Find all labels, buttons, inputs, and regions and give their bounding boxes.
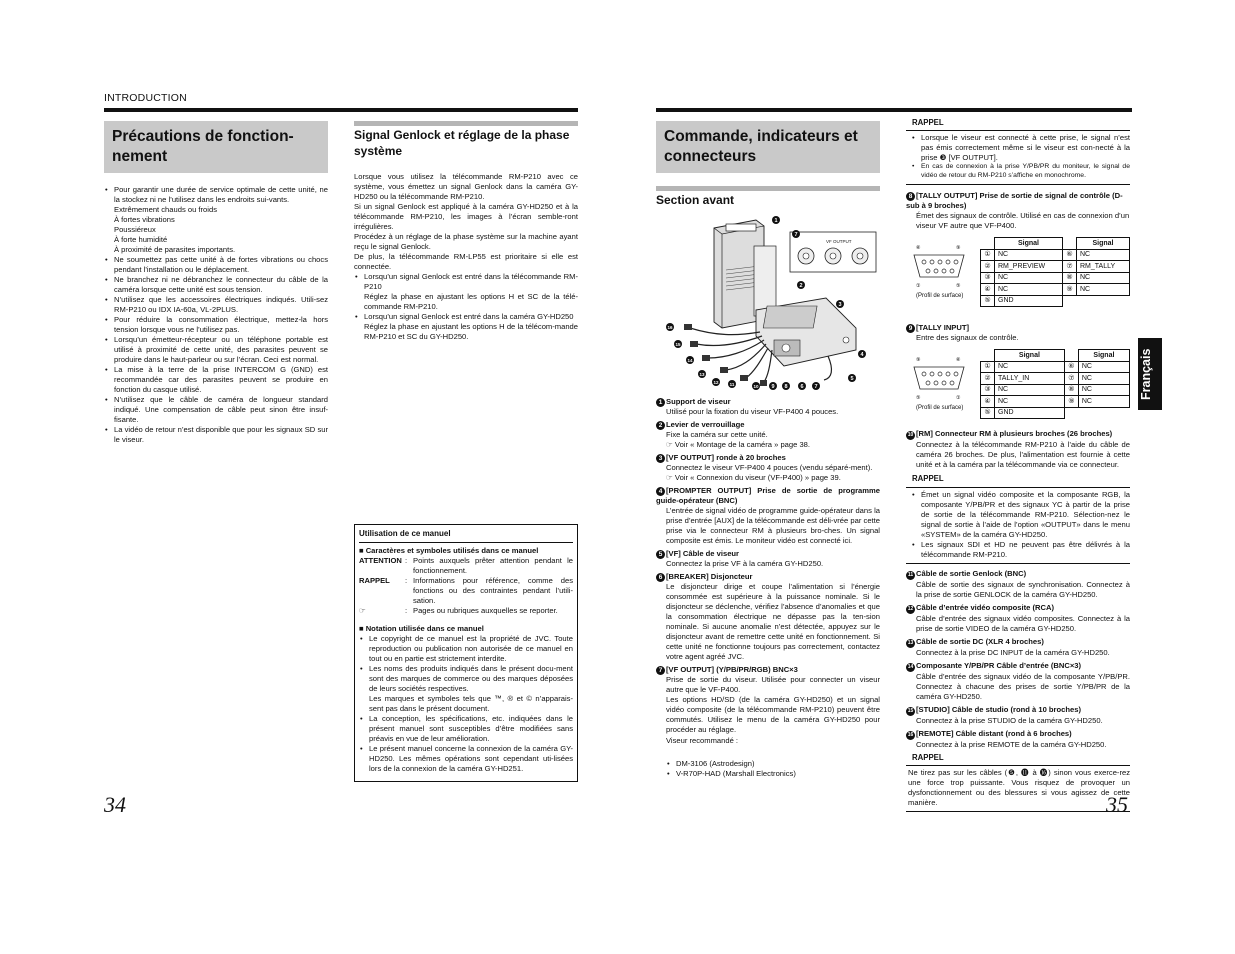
- item-body: Prise de sortie du viseur. Utilisée pour connecter un viseur autre que le VF-P400. Les options HD/SD (de la caméra GY-HD250) et un signal vidéo composite (de la télécommande RM-P210) peuvent être commutés. Utilisez le menu de la caméra GY-HD250 pour procéder au réglage. Viseur recommandé :: [666, 675, 880, 745]
- place-item: Extrêmement chauds ou froids: [114, 205, 217, 215]
- empty-cell: [1062, 295, 1076, 307]
- page-number-right: 35: [1106, 792, 1128, 817]
- pin-number: ⑤: [981, 295, 995, 307]
- pin-signal: TALLY_IN: [995, 373, 1065, 385]
- definition-row: [359, 556, 573, 576]
- table-row: [981, 361, 1130, 373]
- section-label: INTRODUCTION: [104, 92, 187, 104]
- bullet-main: Lorsqu’un signal Genlock est entré dans la caméra GY-HD250: [364, 312, 574, 322]
- rappel-3-head: RAPPEL: [912, 752, 944, 762]
- list-item: • Le copyright de ce manuel est la propriété de JVC. Toute reproduction ou publication non autorisée de ce manuel en tout ou en partie est strictement interdite.: [359, 634, 573, 664]
- precaution-text: N’utilisez que les accessoires électriques indiqués. Utili-sez RM-P210 ou IDX IA-60a, VL-2PLUS.: [114, 295, 328, 315]
- rappel-1-head: RAPPEL: [912, 118, 944, 127]
- pin-number: ③: [981, 272, 995, 284]
- item-entry: [656, 453, 880, 483]
- table-row: [981, 373, 1130, 385]
- number-8-icon: 8: [906, 192, 915, 201]
- item-title: [656, 420, 880, 430]
- item-body: Connectez à la prise DC INPUT de la caméra GY-HD250.: [916, 647, 1110, 657]
- precaution-text: Pour garantir une durée de service optimale de cette unité, ne la stockez ni ne l’utilisez dans les endroits sui-vants.: [114, 185, 328, 205]
- page-number-left: 34: [104, 792, 126, 817]
- svg-text:6: 6: [800, 384, 804, 390]
- header-rule-right: [656, 108, 1132, 112]
- pin-signal: NC: [1078, 396, 1129, 408]
- table-header: Signal: [1078, 350, 1129, 362]
- rappel-rule: [906, 765, 1130, 766]
- pin-number: ⑦: [1064, 373, 1078, 385]
- svg-text:⑨: ⑨: [956, 245, 961, 252]
- place-item: À proximité de parasites importants.: [114, 245, 236, 255]
- list-item: [104, 295, 328, 315]
- pin-signal: NC: [995, 284, 1063, 296]
- connector-caption: (Profil de surface): [916, 293, 964, 300]
- pin-signal: RM_PREVIEW: [995, 261, 1063, 273]
- precaution-text: La mise à la terre de la prise INTERCOM G (GND) est recommandée car des parasites peuvent se produire en fonction du casque utilisé.: [114, 365, 328, 395]
- item-body: Utilisé pour la fixation du viseur VF-P400 4 pouces.: [666, 407, 839, 417]
- genlock-para-4: De plus, la télécommande RM-LP55 est prioritaire si elle est connectée.: [354, 252, 578, 272]
- pin-number: ④: [981, 284, 995, 296]
- pin-number: ⑦: [1062, 261, 1076, 273]
- pin-signal: NC: [1076, 284, 1129, 296]
- list-item: • V-R70P-HAD (Marshall Electronics): [666, 769, 880, 779]
- manual-sub1: [359, 546, 573, 556]
- item-title-text: [VF OUTPUT] (Y/PB/PR/RGB) BNC×3: [666, 665, 798, 675]
- item-10-title: 10 [RM] Connecteur RM à plusieurs broches (26 broches): [907, 429, 1113, 439]
- svg-text:4: 4: [860, 352, 864, 358]
- item-body: Connectez le viseur VF-P400 4 pouces (vendu séparé-ment). ☞ Voir « Connexion du viseur (VF-P400) » page 39.: [666, 463, 873, 483]
- svg-text:①: ①: [956, 395, 961, 402]
- pin-signal: NC: [1076, 272, 1129, 284]
- item-entry: [906, 729, 1130, 750]
- items-right: [906, 569, 1130, 750]
- bullet-main: Lorsqu’un signal Genlock est entré dans la télécommande RM-P210: [364, 272, 578, 292]
- place-item: À fortes vibrations: [114, 215, 175, 225]
- svg-text:8: 8: [784, 384, 788, 390]
- number-10-icon: 10: [907, 432, 914, 439]
- dsub9-connector-icon: [910, 241, 968, 291]
- col4: [906, 118, 1130, 815]
- precaution-text: La vidéo de retour n’est disponible que pour les signaux SD sur le viseur.: [114, 425, 328, 445]
- definition-text: Pages ou rubriques auxquelles se reporter.: [413, 605, 558, 615]
- item-title-text: Composante Y/PB/PR Câble d’entrée (BNC×3): [916, 660, 1082, 670]
- genlock-bullets: [354, 272, 578, 342]
- item-entry: [656, 420, 880, 450]
- precautions-section: [104, 185, 328, 445]
- table-row: [981, 272, 1130, 284]
- square-icon: ■: [359, 623, 366, 633]
- rappel-rule: [906, 184, 1130, 185]
- pin-signal: NC: [1078, 373, 1129, 385]
- list-item: • DM-3106 (Astrodesign): [666, 759, 880, 769]
- definition-text: Informations pour référence, comme des fonctions ou des contraintes pendant l’utili-sation.: [413, 575, 573, 605]
- item-number-icon: 5: [656, 550, 665, 559]
- rappel-rule: [906, 487, 1130, 488]
- svg-text:5: 5: [850, 376, 854, 382]
- pin-signal: RM_TALLY: [1076, 261, 1129, 273]
- item-number-icon: 1: [656, 398, 665, 407]
- item-title-text: [STUDIO] Câble de studio (rond à 10 broches): [916, 704, 1081, 714]
- svg-text:⑥: ⑥: [956, 357, 961, 364]
- list-item: [104, 315, 328, 335]
- rappel-rule: [906, 811, 1130, 812]
- svg-text:7: 7: [814, 384, 818, 390]
- rappel-3-text: Ne tirez pas sur les câbles (❺, ⓫ à ⓰) sinon vous exerce-rez une force trop puissante. Vous risquez de provoquer un dysfonctionnement ou des blessures si vous agissez de cette manière.: [908, 768, 1130, 808]
- pin-number: ⑨: [1064, 396, 1078, 408]
- item-8-title: 8 [TALLY OUTPUT] Prise de sortie de signal de contrôle (D-sub à 9 broches): [906, 191, 1123, 211]
- pin-signal: GND: [995, 407, 1065, 419]
- section-avant-bar: [656, 186, 880, 191]
- table-corner: [981, 350, 995, 362]
- item-body: Câble d’entrée des signaux vidéo de la composante Y/PB/PR. Connectez à chacune des prises de sortie Y/PB/PR de la caméra GY-HD250.: [916, 671, 1130, 701]
- item-entry: [656, 397, 880, 417]
- item-entry: [906, 705, 1130, 726]
- table-corner: [981, 238, 995, 250]
- tally-output-block: [906, 237, 1130, 307]
- table-row: [981, 284, 1130, 296]
- svg-text:2: 2: [799, 283, 803, 289]
- table-row: [981, 261, 1130, 273]
- pin-signal: NC: [995, 361, 1065, 373]
- empty-cell: [1064, 407, 1078, 419]
- bullet-detail: Réglez la phase en ajustant les options H et SC de la télé-commande RM-P210.: [364, 292, 578, 312]
- list-item: [104, 275, 328, 295]
- section-avant-title: Section avant: [656, 193, 735, 207]
- pin-number: ⑥: [1062, 249, 1076, 261]
- pin-number: ③: [981, 384, 995, 396]
- pin-signal: NC: [995, 272, 1063, 284]
- manual-box-title: Utilisation de ce manuel: [359, 529, 451, 538]
- item-9-body: Entre des signaux de contrôle.: [916, 333, 1019, 343]
- front-panel-figure: [656, 210, 880, 400]
- manual-sub2-text: Notation utilisée dans ce manuel: [365, 623, 484, 633]
- pin-signal: NC: [995, 249, 1063, 261]
- definition-separator: :: [405, 575, 408, 585]
- item-entry: [906, 603, 1130, 634]
- item-entry: [906, 637, 1130, 658]
- item-title-text: [VF OUTPUT] ronde à 20 broches: [666, 453, 786, 463]
- pin-signal: NC: [995, 384, 1065, 396]
- pin-number: ⑥: [1064, 361, 1078, 373]
- svg-text:⑨: ⑨: [916, 357, 921, 364]
- definition-text: Points auxquels prêter attention pendant le fonctionnement.: [413, 555, 573, 575]
- square-icon: ■: [359, 545, 366, 555]
- item-title: [906, 603, 1130, 614]
- genlock-para-3: Procédez à un réglage de la phase système sur la machine ayant reçu le signal Genlock.: [354, 232, 578, 252]
- empty-cell: [1076, 295, 1129, 307]
- definition-term: ATTENTION: [359, 555, 402, 565]
- bullet-detail: Réglez la phase en ajustant les options H de la télécom-mande RM-P210 et SC du GY-HD250.: [364, 322, 578, 342]
- item-title: [656, 572, 880, 582]
- svg-text:10: 10: [753, 384, 759, 389]
- item-title: [906, 661, 1130, 672]
- pin-signal: GND: [995, 295, 1063, 307]
- item-body: Connectez la prise VF à la caméra GY-HD250.: [666, 559, 824, 569]
- svg-text:15: 15: [675, 342, 681, 347]
- list-item: • Les signaux SDI et HD ne peuvent pas être délivrés à la télécommande RM-P210.: [911, 540, 1130, 560]
- item-title: [656, 549, 880, 559]
- list-item: [104, 395, 328, 425]
- list-item: • Le présent manuel concerne la connexion de la caméra GY-HD250. Les mêmes opérations sont cependant uti-lisées lors de la connexion de la caméra GY-HD251.: [359, 744, 573, 774]
- item-entry: [656, 665, 880, 745]
- item-title-text: Levier de verrouillage: [666, 420, 745, 430]
- item-entry: [906, 661, 1130, 702]
- item-body: Connectez à la prise STUDIO de la caméra GY-HD250.: [916, 715, 1103, 725]
- dsub9-connector-icon: [910, 353, 968, 403]
- item-title: [656, 453, 880, 463]
- svg-text:⑥: ⑥: [916, 245, 921, 252]
- manual-sub2: [359, 624, 573, 634]
- vf-output-inset-label: VF OUTPUT: [826, 239, 852, 244]
- items-left: [656, 397, 880, 749]
- svg-text:14: 14: [687, 358, 693, 363]
- rappel-rule: [906, 130, 1130, 131]
- item-entry: [656, 572, 880, 662]
- item-number-icon: 14: [907, 663, 914, 670]
- item-title-text: Câble de sortie Genlock (BNC): [916, 568, 1027, 578]
- list-item: [104, 335, 328, 365]
- item-number-icon: 7: [656, 666, 665, 675]
- genlock-section: [354, 172, 578, 342]
- precaution-text: Lorsqu’un émetteur-récepteur ou un téléphone portable est utilisé à proximité de cette unité, des parasites peuvent se produire dans le haut-parleur ou sur l’écran. Ceci est normal.: [114, 335, 328, 365]
- svg-text:⑤: ⑤: [956, 283, 961, 290]
- svg-text:16: 16: [667, 325, 673, 330]
- svg-text:7: 7: [794, 232, 798, 238]
- notation-list: [359, 634, 573, 774]
- item-number-icon: 13: [907, 639, 914, 646]
- empty-cell: [1078, 407, 1129, 419]
- definition-row: [359, 606, 573, 616]
- item-title-text: [VF] Câble de viseur: [666, 549, 740, 559]
- list-item: [104, 365, 328, 395]
- list-item: • En cas de connexion à la prise Y/PB/PR du moniteur, le signal de vidéo de retour du RM-P210 s’affiche en monochrome.: [911, 163, 1130, 181]
- pin-signal: NC: [1076, 249, 1129, 261]
- table-row: [981, 249, 1130, 261]
- definition-separator: :: [405, 555, 408, 565]
- genlock-title: Signal Genlock et réglage de la phase système: [354, 128, 570, 158]
- list-item: [104, 425, 328, 445]
- item-title: [906, 729, 1130, 740]
- note-extra: Les marques et symboles tels que ™, ® et © n’apparais-sent pas dans le présent document.: [369, 693, 573, 713]
- item-number-icon: 2: [656, 421, 665, 430]
- rappel-2-list: [906, 490, 1130, 560]
- definition-row: [359, 576, 573, 606]
- precautions-list: [104, 185, 328, 445]
- precaution-text: Ne soumettez pas cette unité à de fortes vibrations ou chocs pendant l’installation ou le déplacement.: [114, 255, 328, 275]
- note-text: Les noms des produits indiqués dans le présent docu-ment sont des marques de commerce ou des marques déposées de leurs sociétés respectives.: [369, 663, 573, 693]
- list-item: • Émet un signal vidéo composite et la composante RGB, la composante Y/PB/PR et des signaux YC à partir de la prise de sortie de la télécommande RM-P210. Sélection-nez le signal de sortie à l’aide de l’option «OUTPUT» dans le menu «SYSTEM» de la caméra GY-HD250.: [911, 490, 1130, 540]
- item-title-text: [REMOTE] Câble distant (rond à 6 broches): [916, 728, 1072, 738]
- item-title-text: Support de viseur: [666, 397, 731, 406]
- table-row: [981, 384, 1130, 396]
- list-item: [104, 185, 328, 255]
- svg-text:1: 1: [774, 218, 778, 224]
- manual-box: [354, 524, 578, 782]
- item-title-text: Câble de sortie DC (XLR 4 broches): [916, 636, 1044, 646]
- list-item: • La conception, les spécifications, etc. indiquées dans le présent manuel sont susceptibles d’être modifiées sans préavis en vue de leur amélioration.: [359, 714, 573, 744]
- definition-term: ☞: [359, 605, 366, 615]
- place-item: À forte humidité: [114, 235, 168, 245]
- item-body: Câble d’entrée des signaux vidéo composites. Connectez à la prise de sortie VIDEO de la caméra GY-HD250.: [916, 613, 1130, 633]
- rappel-1-list: [906, 133, 1130, 181]
- item-number-icon: 15: [907, 707, 914, 714]
- definition-term: RAPPEL: [359, 575, 390, 585]
- pin-number: ②: [981, 373, 995, 385]
- pin-signal: NC: [1078, 361, 1129, 373]
- item-number-icon: 16: [907, 731, 914, 738]
- rappel-rule: [906, 563, 1130, 564]
- number-9-icon: 9: [906, 324, 915, 333]
- manual-box-rule: [359, 542, 573, 543]
- item-entry: [656, 549, 880, 569]
- precaution-text: N’utilisez que le câble de caméra de longueur standard indiqué. Une compensation de câble peut sinon être insuf-fisante.: [114, 395, 328, 425]
- list-item: [354, 312, 578, 342]
- list-item: [104, 255, 328, 275]
- item-body: L’entrée de signal vidéo de programme guide-opérateur dans la prise d’entrée [AUX] de la télécommande est déli-vrée par cette prise via le connecteur RM à plusieurs bro-ches. Un signal composite est émis. Le moniteur vidéo est connecté ici.: [666, 506, 880, 546]
- viewer-list: [666, 759, 880, 779]
- precautions-title: Précautions de fonction- nement: [104, 121, 328, 173]
- pin-number: ②: [981, 261, 995, 273]
- item-body: Fixe la caméra sur cette unité. ☞ Voir « Montage de la caméra » page 38.: [666, 430, 811, 450]
- table-header: Signal: [995, 350, 1065, 362]
- item-title: [656, 397, 880, 407]
- item-number-icon: 12: [907, 605, 914, 612]
- item-entry: [656, 486, 880, 546]
- pin-number: ④: [981, 396, 995, 408]
- controls-title: Commande, indicateurs et connecteurs: [656, 121, 880, 173]
- pin-number: ⑤: [981, 407, 995, 419]
- item-title-text: [PROMPTER OUTPUT] Prise de sortie de programme guide-opérateur (BNC): [656, 486, 880, 506]
- list-item: [359, 664, 573, 714]
- item-number-icon: 6: [656, 573, 665, 582]
- item-title: [906, 569, 1130, 580]
- table-header: Signal: [995, 238, 1063, 250]
- genlock-bar: [354, 121, 578, 126]
- svg-text:9: 9: [771, 384, 775, 390]
- item-9-title: 9 [TALLY INPUT]: [906, 323, 1130, 333]
- tally-input-table: [980, 349, 1130, 419]
- table-corner: [1062, 238, 1076, 250]
- definition-list: [359, 556, 573, 616]
- table-row: [981, 295, 1130, 307]
- rappel-2-head: RAPPEL: [912, 474, 944, 484]
- definition-separator: :: [405, 605, 408, 615]
- item-body: Le disjoncteur dirige et coupe l’alimentation si l’énergie consommée est supérieure à la puissance nominale. Si le disjoncteur se déclenche, vérifiez l’absence d’anomalies et que la consommation électrique ne dépasse pas la ten-sion nominale. Si aucune anomalie n’est détectée, appuyez sur le disjoncteur avant de remettre cette unité en fonctionnement. Si cette unité ne fonctionne toujours pas correctement, contactez votre agent agréé JVC.: [666, 582, 880, 662]
- language-tab: Français: [1138, 338, 1162, 410]
- precaution-text: Ne branchez ni ne débranchez le connecteur du câble de la caméra lorsque cette unité est sous tension.: [114, 275, 328, 295]
- manual-sub1-text: Caractères et symboles utilisés dans ce manuel: [365, 545, 539, 555]
- item-body: Connectez à la prise REMOTE de la caméra GY-HD250.: [916, 739, 1107, 749]
- item-title: [656, 486, 880, 506]
- place-item: Poussiéreux: [114, 225, 156, 235]
- header-rule-left: [104, 108, 578, 112]
- pin-number: ⑧: [1064, 384, 1078, 396]
- genlock-para-2: Si un signal Genlock est appliqué à la caméra GY-HD250 et à la télécommande RM-P210, les images à l’écran semble-ront irrégulières.: [354, 202, 578, 232]
- svg-text:12: 12: [713, 380, 719, 385]
- list-item: • Lorsque le viseur est connecté à cette prise, le signal n’est pas émis correctement même si le viseur est con-necté à la prise ❸ [VF OUTPUT].: [911, 133, 1130, 163]
- connector-caption: (Profil de surface): [916, 405, 964, 412]
- tally-input-block: [906, 349, 1130, 419]
- item-title-text: [BREAKER] Disjoncteur: [666, 572, 753, 582]
- item-title: [906, 637, 1130, 648]
- genlock-para-1: Lorsque vous utilisez la télécommande RM-P210 avec ce système, vous émettez un signal Genlock dans la caméra GY-HD250 ou la télécommande RM-P210.: [354, 172, 578, 202]
- svg-text:11: 11: [729, 382, 735, 387]
- pin-number: ①: [981, 249, 995, 261]
- item-title: [906, 705, 1130, 716]
- tally-output-table: [980, 237, 1130, 307]
- table-row: [981, 407, 1130, 419]
- table-header: Signal: [1076, 238, 1129, 250]
- svg-text:①: ①: [916, 283, 921, 290]
- item-number-icon: 4: [656, 487, 665, 496]
- item-8-body: Émet des signaux de contrôle. Utilisé en cas de connexion d’un viseur VF autre que VF-P400.: [916, 211, 1130, 231]
- svg-text:3: 3: [838, 302, 842, 308]
- svg-text:13: 13: [699, 372, 705, 377]
- pin-number: ⑧: [1062, 272, 1076, 284]
- item-10-body: Connectez à la télécommande RM-P210 à l’aide du câble de caméra 26 broches. De plus, l’alimentation est fournie à cette unité et à la caméra par la télécommande via ce connecteur.: [916, 440, 1130, 470]
- svg-text:⑤: ⑤: [916, 395, 921, 402]
- pin-number: ①: [981, 361, 995, 373]
- item-number-icon: 11: [907, 571, 914, 578]
- list-item: [354, 272, 578, 312]
- item-entry: [906, 569, 1130, 600]
- item-number-icon: 3: [656, 454, 665, 463]
- table-corner: [1064, 350, 1078, 362]
- table-row: [981, 396, 1130, 408]
- item-title: [656, 665, 880, 675]
- item-body: Câble de sortie des signaux de synchronisation. Connectez à la prise de sortie GENLOCK de la caméra GY-HD250.: [916, 579, 1130, 599]
- precaution-text: Pour réduire la consommation électrique, mettez-la hors tension lorsque vous ne l’utilisez pas.: [114, 315, 328, 335]
- item-title-text: Câble d’entrée vidéo composite (RCA): [916, 602, 1054, 612]
- pin-number: ⑨: [1062, 284, 1076, 296]
- pin-signal: NC: [995, 396, 1065, 408]
- pin-signal: NC: [1078, 384, 1129, 396]
